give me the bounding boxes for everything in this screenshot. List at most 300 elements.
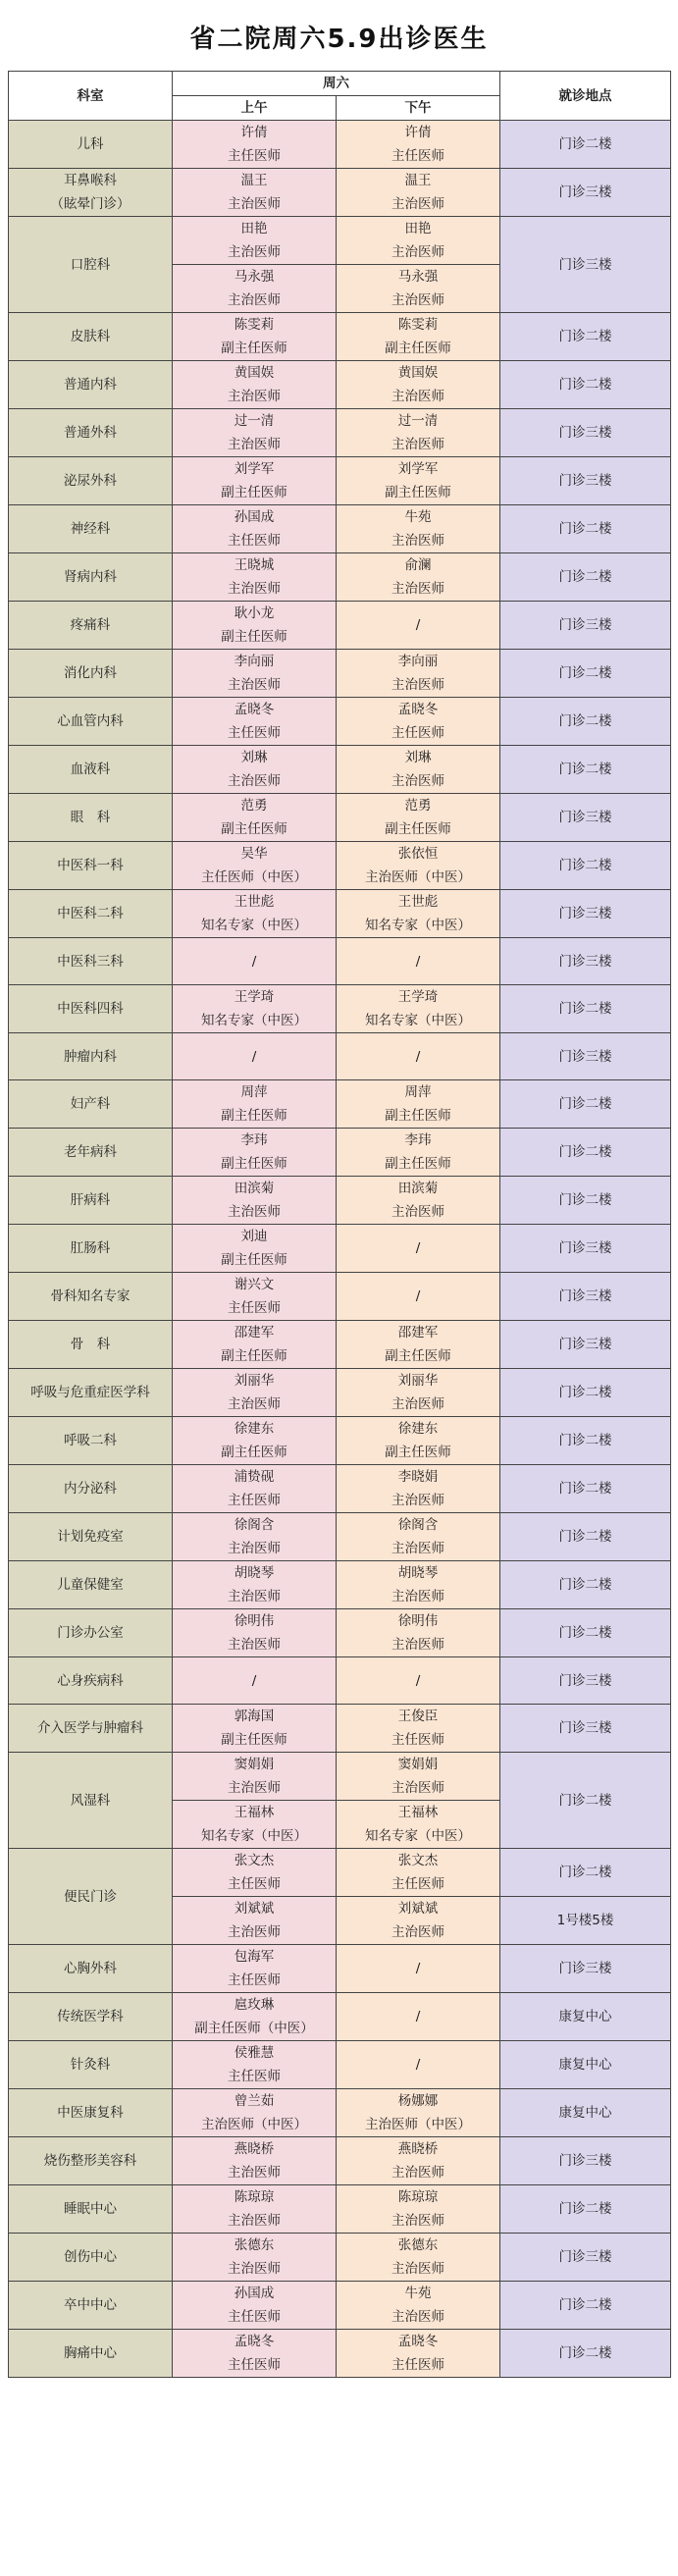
table-row [9, 650, 671, 698]
table-row [9, 505, 671, 553]
cell-line: 陈雯莉 [234, 317, 275, 333]
cell-line: 骨科知名专家 [50, 1288, 130, 1304]
location-cell: 门诊二楼 [500, 1609, 671, 1657]
cell-line: 孟晓冬 [397, 2334, 439, 2349]
am-doctor-cell [173, 842, 337, 890]
am-doctor-cell [173, 265, 337, 313]
table-row [9, 842, 671, 890]
cell-line: 刘学军 [234, 461, 275, 477]
table-row [9, 1177, 671, 1225]
location-cell: 门诊三楼 [500, 1657, 671, 1705]
am-doctor-cell [173, 169, 337, 217]
cell-line: 介入医学与肿瘤科 [37, 1720, 143, 1736]
cell-line: 心身疾病科 [57, 1672, 124, 1689]
cell-line: 副主任医师 [221, 1108, 287, 1124]
pm-doctor-cell [337, 1657, 500, 1705]
am-doctor-cell [173, 361, 337, 409]
am-doctor-cell [173, 1993, 337, 2041]
pm-doctor-cell [337, 1513, 500, 1561]
cell-line: 主治医师 [391, 1780, 444, 1796]
am-doctor-cell [173, 1465, 337, 1513]
location-cell: 门诊二楼 [500, 1849, 671, 1897]
cell-line: 普通内科 [64, 377, 117, 393]
location-cell: 门诊二楼 [500, 650, 671, 698]
cell-line: 眼 科 [70, 810, 111, 825]
dept-cell [9, 1657, 173, 1705]
location-cell: 门诊二楼 [500, 1129, 671, 1177]
pm-doctor-cell [337, 1561, 500, 1609]
am-doctor-cell [173, 2185, 337, 2234]
cell-line: 范勇 [240, 798, 268, 814]
dept-cell [9, 890, 173, 938]
cell-line: 温王 [404, 173, 432, 188]
cell-line: 李向丽 [397, 654, 439, 669]
cell-line: 副主任医师 [385, 485, 451, 500]
pm-doctor-cell [337, 1273, 500, 1321]
pm-doctor-cell [337, 746, 500, 794]
cell-line: 刘琳 [404, 750, 432, 765]
cell-line: 副主任医师 [221, 341, 287, 356]
cell-line: 扈玫琳 [234, 1997, 275, 2013]
pm-doctor-cell [337, 1177, 500, 1225]
table-row [9, 1273, 671, 1321]
cell-line: 主任医师 [391, 725, 444, 741]
location-cell: 门诊三楼 [500, 457, 671, 505]
am-doctor-cell [173, 1801, 337, 1849]
cell-line: 主治医师 [391, 292, 444, 308]
pm-doctor-cell [337, 1033, 500, 1080]
cell-line: 主治医师 [391, 196, 444, 212]
cell-line: 肿瘤内科 [64, 1048, 117, 1065]
cell-line: / [415, 1288, 421, 1304]
cell-line: 刘学军 [397, 461, 439, 477]
am-doctor-cell [173, 890, 337, 938]
table-row [9, 794, 671, 842]
cell-line: 李晓娟 [397, 1469, 439, 1485]
pm-doctor-cell [337, 361, 500, 409]
cell-line: 中医科二科 [57, 906, 124, 921]
cell-line: 主任医师 [391, 1732, 444, 1748]
cell-line: （眩晕门诊） [50, 196, 130, 212]
am-doctor-cell [173, 2234, 337, 2282]
cell-line: 知名专家（中医） [201, 1828, 307, 1844]
table-row [9, 457, 671, 505]
am-doctor-cell [173, 1177, 337, 1225]
pm-doctor-cell [337, 313, 500, 361]
cell-line: 风湿科 [70, 1792, 111, 1809]
cell-line: 张依恒 [397, 846, 439, 862]
am-doctor-cell [173, 2330, 337, 2378]
cell-line: 皮肤科 [70, 329, 111, 344]
location-cell: 门诊三楼 [500, 2234, 671, 2282]
cell-line: 主任医师 [228, 148, 281, 164]
am-doctor-cell [173, 1897, 337, 1945]
cell-line: 儿科 [77, 136, 104, 152]
cell-line: 窦娟娟 [397, 1757, 439, 1772]
table-row [9, 2282, 671, 2330]
table-row [9, 169, 671, 217]
cell-line: 知名专家（中医） [201, 1013, 307, 1028]
cell-line: 主治医师 [391, 244, 444, 260]
pm-doctor-cell [337, 505, 500, 553]
cell-line: / [415, 2009, 421, 2024]
cell-line: 血液科 [70, 762, 111, 777]
cell-line: 窦娟娟 [234, 1757, 275, 1772]
dept-cell [9, 842, 173, 890]
cell-line: 知名专家（中医） [365, 1828, 471, 1844]
cell-line: 黄国娱 [397, 365, 439, 381]
cell-line: 主任医师 [228, 2309, 281, 2325]
dept-cell [9, 794, 173, 842]
location-cell: 门诊二楼 [500, 121, 671, 169]
cell-line: 马永强 [397, 269, 439, 285]
cell-line: 徐建东 [397, 1421, 439, 1437]
cell-line: 孟晓冬 [234, 702, 275, 717]
cell-line: 副主任医师 [385, 1156, 451, 1172]
cell-line: 刘丽华 [234, 1373, 275, 1389]
pm-doctor-cell [337, 169, 500, 217]
dept-cell [9, 1080, 173, 1129]
pm-doctor-cell [337, 2137, 500, 2185]
cell-line: 主治医师 [228, 196, 281, 212]
cell-line: 主任医师 [228, 1972, 281, 1988]
cell-line: 王世彪 [397, 894, 439, 910]
table-row [9, 553, 671, 602]
cell-line: 俞澜 [404, 557, 432, 573]
header-day: 周六 [173, 72, 500, 96]
pm-doctor-cell [337, 1609, 500, 1657]
am-doctor-cell [173, 1033, 337, 1080]
pm-doctor-cell [337, 1753, 500, 1801]
am-doctor-cell [173, 1753, 337, 1801]
am-doctor-cell [173, 938, 337, 985]
cell-line: 主治医师 [391, 1396, 444, 1412]
cell-line: 陈琼琼 [234, 2189, 275, 2205]
header-dept: 科室 [9, 72, 173, 121]
cell-line: 主治医师（中医） [201, 2117, 307, 2132]
cell-line: 徐建东 [234, 1421, 275, 1437]
location-cell: 门诊二楼 [500, 2330, 671, 2378]
table-row [9, 985, 671, 1033]
cell-line: 肛肠科 [70, 1240, 111, 1256]
cell-line: 主任医师（中医） [201, 869, 307, 885]
pm-doctor-cell [337, 409, 500, 457]
dept-cell [9, 1225, 173, 1273]
cell-line: 知名专家（中医） [201, 918, 307, 933]
cell-line: 主治医师 [391, 2165, 444, 2181]
dept-cell [9, 1465, 173, 1513]
cell-line: 内分泌科 [64, 1481, 117, 1497]
cell-line: 邵建军 [234, 1325, 275, 1341]
cell-line: 周萍 [240, 1084, 268, 1100]
cell-line: 主治医师 [228, 1396, 281, 1412]
am-doctor-cell [173, 1945, 337, 1993]
table-row [9, 1993, 671, 2041]
location-cell: 门诊二楼 [500, 698, 671, 746]
pm-doctor-cell [337, 1705, 500, 1753]
cell-line: / [415, 2057, 421, 2073]
cell-line: 主任医师 [228, 725, 281, 741]
cell-line: 副主任医师 [221, 1252, 287, 1268]
schedule-document [8, 8, 670, 2378]
dept-cell [9, 2234, 173, 2282]
cell-line: 主治医师 [228, 1780, 281, 1796]
pm-doctor-cell [337, 1129, 500, 1177]
pm-doctor-cell [337, 842, 500, 890]
cell-line: 谢兴文 [234, 1277, 275, 1292]
am-doctor-cell [173, 650, 337, 698]
pm-doctor-cell [337, 938, 500, 985]
dept-cell [9, 2185, 173, 2234]
cell-line: 中医科三科 [57, 953, 124, 970]
dept-cell [9, 1321, 173, 1369]
cell-line: 田艳 [404, 221, 432, 237]
cell-line: 牛苑 [404, 2286, 432, 2301]
cell-line: 主治医师 [391, 2309, 444, 2325]
table-row [9, 1561, 671, 1609]
table-row [9, 2185, 671, 2234]
location-cell: 门诊二楼 [500, 985, 671, 1033]
cell-line: 副主任医师 [221, 1732, 287, 1748]
am-doctor-cell [173, 602, 337, 650]
cell-line: 主任医师 [391, 148, 444, 164]
cell-line: 计划免疫室 [57, 1529, 124, 1545]
pm-doctor-cell [337, 2282, 500, 2330]
pm-doctor-cell [337, 2185, 500, 2234]
am-doctor-cell [173, 2137, 337, 2185]
dept-cell [9, 1993, 173, 2041]
location-cell: 门诊二楼 [500, 505, 671, 553]
pm-doctor-cell [337, 2330, 500, 2378]
table-row [9, 1465, 671, 1513]
cell-line: 王福林 [234, 1805, 275, 1820]
cell-line: 范勇 [404, 798, 432, 814]
dept-cell [9, 313, 173, 361]
cell-line: 普通外科 [64, 425, 117, 441]
cell-line: / [415, 1961, 421, 1976]
location-cell: 门诊三楼 [500, 1705, 671, 1753]
cell-line: 肾病内科 [64, 569, 117, 585]
cell-line: 主治医师 [228, 437, 281, 452]
header-location: 就诊地点 [500, 72, 671, 121]
cell-line: 李向丽 [234, 654, 275, 669]
cell-line: 副主任医师 [221, 1156, 287, 1172]
pm-doctor-cell [337, 698, 500, 746]
location-cell: 门诊二楼 [500, 553, 671, 602]
cell-line: 疼痛科 [70, 617, 111, 633]
pm-doctor-cell [337, 1897, 500, 1945]
cell-line: 王学琦 [397, 989, 439, 1005]
location-cell: 门诊三楼 [500, 409, 671, 457]
location-cell: 门诊二楼 [500, 1465, 671, 1513]
cell-line: 田滨菊 [234, 1181, 275, 1196]
cell-line: 主治医师 [391, 2213, 444, 2229]
am-doctor-cell [173, 1657, 337, 1705]
cell-line: 王世彪 [234, 894, 275, 910]
pm-doctor-cell [337, 650, 500, 698]
cell-line: 浦贽砚 [234, 1469, 275, 1485]
am-doctor-cell [173, 1849, 337, 1897]
cell-line: 杨娜娜 [397, 2093, 439, 2109]
pm-doctor-cell [337, 2234, 500, 2282]
cell-line: 副主任医师 [385, 1445, 451, 1460]
location-cell: 门诊三楼 [500, 938, 671, 985]
location-cell: 门诊二楼 [500, 1369, 671, 1417]
cell-line: 主治医师（中医） [365, 869, 471, 885]
pm-doctor-cell [337, 1080, 500, 1129]
cell-line: 主治医师 [391, 1637, 444, 1653]
cell-line: 徐明伟 [397, 1613, 439, 1629]
cell-line: / [415, 617, 421, 633]
dept-cell [9, 1513, 173, 1561]
cell-line: 副主任医师 [221, 821, 287, 837]
cell-line: / [251, 953, 257, 970]
table-row [9, 1753, 671, 1801]
cell-line: 主治医师 [228, 2213, 281, 2229]
dept-cell [9, 1129, 173, 1177]
dept-cell [9, 121, 173, 169]
dept-cell [9, 2041, 173, 2089]
cell-line: 创伤中心 [64, 2249, 117, 2265]
dept-cell [9, 1849, 173, 1945]
table-row [9, 121, 671, 169]
cell-line: 主任医师 [228, 1876, 281, 1892]
cell-line: 主治医师 [228, 1541, 281, 1556]
cell-line: 张文杰 [397, 1853, 439, 1868]
cell-line: 陈琼琼 [397, 2189, 439, 2205]
pm-doctor-cell [337, 217, 500, 265]
cell-line: 呼吸二科 [64, 1433, 117, 1448]
pm-doctor-cell [337, 265, 500, 313]
dept-cell [9, 650, 173, 698]
table-row [9, 938, 671, 985]
cell-line: 耳鼻喉科 [64, 173, 117, 188]
cell-line: / [415, 1240, 421, 1256]
pm-doctor-cell [337, 2089, 500, 2137]
pm-doctor-cell [337, 985, 500, 1033]
location-cell: 门诊三楼 [500, 2137, 671, 2185]
table-row [9, 602, 671, 650]
cell-line: 王晓城 [234, 557, 275, 573]
cell-line: 许倩 [404, 125, 432, 140]
cell-line: 主治医师 [228, 773, 281, 789]
dept-cell [9, 505, 173, 553]
cell-line: 主任医师 [228, 533, 281, 549]
location-cell: 门诊三楼 [500, 1225, 671, 1273]
dept-cell [9, 553, 173, 602]
dept-cell [9, 1369, 173, 1417]
cell-line: 烧伤整形美容科 [43, 2153, 137, 2169]
location-cell: 门诊三楼 [500, 890, 671, 938]
am-doctor-cell [173, 2041, 337, 2089]
am-doctor-cell [173, 217, 337, 265]
dept-cell [9, 1609, 173, 1657]
page-title: 省二院周六5.9出诊医生 [189, 25, 489, 54]
location-cell: 门诊二楼 [500, 313, 671, 361]
cell-line: 牛苑 [404, 509, 432, 525]
pm-doctor-cell [337, 121, 500, 169]
location-cell: 康复中心 [500, 2041, 671, 2089]
dept-cell [9, 409, 173, 457]
cell-line: 卒中中心 [64, 2297, 117, 2313]
cell-line: 神经科 [70, 521, 111, 537]
table-row [9, 1945, 671, 1993]
cell-line: 知名专家（中医） [365, 918, 471, 933]
am-doctor-cell [173, 1369, 337, 1417]
cell-line: 门诊办公室 [57, 1625, 124, 1641]
schedule-table [8, 71, 671, 2378]
am-doctor-cell [173, 698, 337, 746]
location-cell: 门诊二楼 [500, 746, 671, 794]
location-cell: 门诊二楼 [500, 1753, 671, 1849]
cell-line: 副主任医师 [221, 1348, 287, 1364]
cell-line: 针灸科 [70, 2057, 111, 2073]
cell-line: 曾兰茹 [234, 2093, 275, 2109]
cell-line: 副主任医师 [385, 1348, 451, 1364]
cell-line: 孙国成 [234, 2286, 275, 2301]
table-row [9, 1225, 671, 1273]
pm-doctor-cell [337, 1801, 500, 1849]
cell-line: 副主任医师 [221, 485, 287, 500]
location-cell: 门诊二楼 [500, 1561, 671, 1609]
cell-line: 肝病科 [70, 1192, 111, 1208]
cell-line: 副主任医师（中医） [194, 2021, 314, 2036]
dept-cell [9, 2137, 173, 2185]
cell-line: 中医康复科 [57, 2105, 124, 2121]
table-row [9, 2089, 671, 2137]
table-row [9, 2137, 671, 2185]
cell-line: 主治医师 [391, 677, 444, 693]
cell-line: 副主任医师 [385, 1108, 451, 1124]
location-cell: 门诊三楼 [500, 1945, 671, 1993]
pm-doctor-cell [337, 1225, 500, 1273]
dept-cell [9, 602, 173, 650]
pm-doctor-cell [337, 602, 500, 650]
dept-cell [9, 1417, 173, 1465]
table-row [9, 890, 671, 938]
am-doctor-cell [173, 1129, 337, 1177]
cell-line: 主任医师 [228, 2357, 281, 2373]
location-cell: 门诊二楼 [500, 1080, 671, 1129]
dept-cell [9, 1705, 173, 1753]
cell-line: 孙国成 [234, 509, 275, 525]
am-doctor-cell [173, 1080, 337, 1129]
location-cell: 门诊三楼 [500, 217, 671, 313]
cell-line: 邵建军 [397, 1325, 439, 1341]
cell-line: 主治医师 [228, 292, 281, 308]
am-doctor-cell [173, 457, 337, 505]
dept-cell [9, 1753, 173, 1849]
cell-line: 主治医师 [228, 1924, 281, 1940]
cell-line: 儿童保健室 [57, 1577, 124, 1593]
cell-line: 传统医学科 [57, 2009, 124, 2024]
cell-line: 李玮 [404, 1132, 432, 1148]
am-doctor-cell [173, 1273, 337, 1321]
cell-line: / [415, 1672, 421, 1689]
cell-line: 主治医师（中医） [365, 2117, 471, 2132]
cell-line: 主治医师 [391, 2261, 444, 2277]
cell-line: 张德东 [397, 2237, 439, 2253]
table-row [9, 2234, 671, 2282]
dept-cell [9, 217, 173, 313]
pm-doctor-cell [337, 1417, 500, 1465]
header-pm: 下午 [337, 96, 500, 121]
cell-line: 主治医师 [391, 1493, 444, 1508]
cell-line: 副主任医师 [385, 821, 451, 837]
am-doctor-cell [173, 553, 337, 602]
pm-doctor-cell [337, 890, 500, 938]
cell-line: 便民门诊 [64, 1888, 117, 1905]
